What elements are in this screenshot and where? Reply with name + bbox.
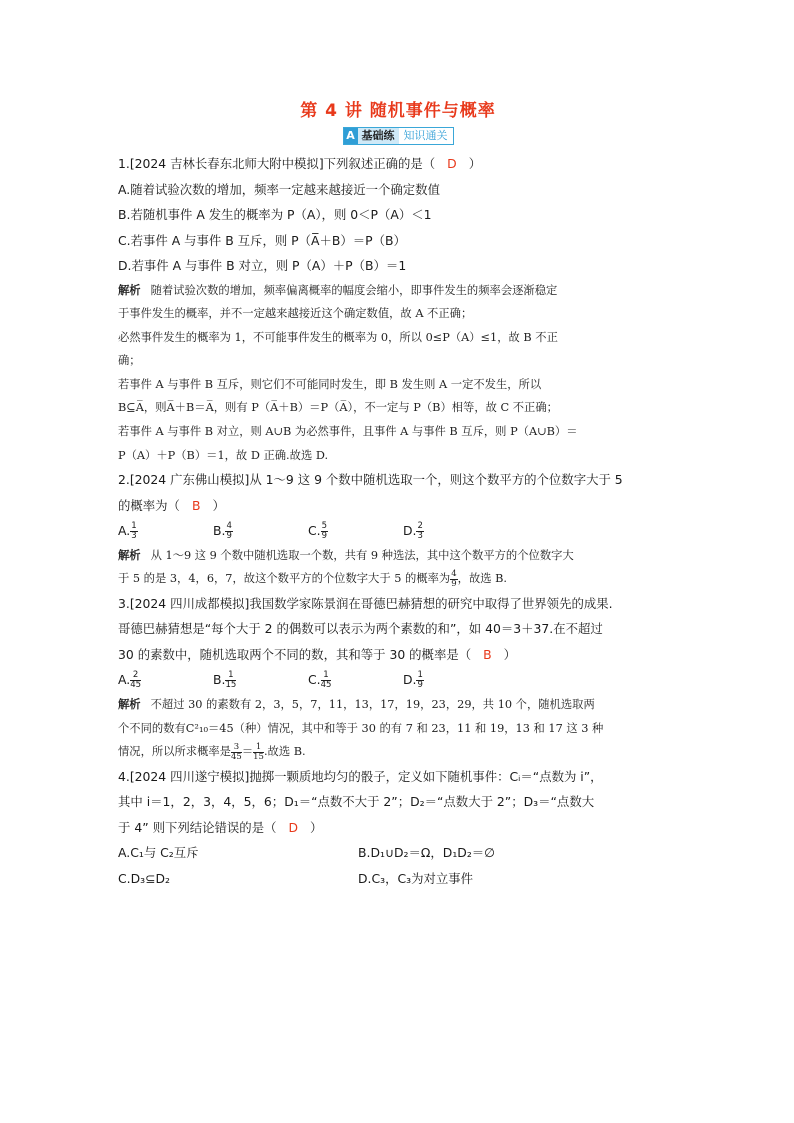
- q2-option-a: A. $\frac{1}{3}$: [118, 521, 137, 542]
- answer-2: B: [191, 497, 201, 513]
- q3-option-b: B. $\frac{1}{15}$: [213, 670, 237, 691]
- q4-option-d: D.C₃，C₃为对立事件: [358, 870, 474, 886]
- q4-options-row1: [118, 840, 678, 866]
- q1-explanation-line: B⊆A̅，则A̅＋B＝A̅，则有 P（A̅＋B）＝P（A̅），不一定与 P（B）相等，故 C 不正确；: [118, 401, 558, 415]
- q1-explanation-line: 解析 随着试验次数的增加，频率偏离概率的幅度会缩小，即事件发生的频率会逐渐稳定: [118, 283, 558, 297]
- question-4-stem-cont: 于 4” 则下列结论错误的是（ D ）: [118, 819, 323, 835]
- question-1-stem: 1.[2024 吉林长春东北师大附中模拟]下列叙述正确的是（ D ）: [118, 156, 482, 171]
- q3-option-d: D. $\frac{1}{9}$: [403, 670, 423, 691]
- q2-explanation-line: 解析 从 1～9 这 9 个数中随机选取一个数，共有 9 种选法，其中这个数平方的个位数字大: [118, 548, 574, 562]
- question-3-stem-cont: 30 的素数中，随机选取两个不同的数，其和等于 30 的概率是（ B ）: [118, 646, 517, 662]
- answer-3: B: [483, 646, 492, 662]
- q1-explanation-line: 若事件 A 与事件 B 对立，则 A∪B 为必然事件，且事件 A 与事件 B 互斥，则 P（A∪B）＝: [118, 425, 578, 439]
- q1-explanation-line: 若事件 A 与事件 B 互斥，则它们不可能同时发生，即 B 发生则 A 一定不发生，所以: [118, 377, 542, 391]
- q2-option-b: B. $\frac{4}{9}$: [213, 521, 232, 542]
- q4-option-c: C.D₃⊆D₂: [118, 870, 170, 886]
- question-4-stem-cont: 其中 i＝1，2，3，4，5，6；D₁＝“点数不大于 2”；D₂＝“点数大于 2”；D₃＝“点数大: [118, 794, 595, 810]
- question-4-stem: 4.[2024 四川遂宁模拟]抛掷一颗质地均匀的骰子，定义如下随机事件：Cᵢ＝“点数为 i”，: [118, 768, 603, 784]
- badge-basic: 基础练: [358, 128, 399, 144]
- section-badge: [118, 127, 678, 145]
- question-2-stem-cont: 的概率为（ B ）: [118, 497, 225, 513]
- q3-explanation-line: 个不同的数有C²₁₀＝45（种）情况，其中和等于 30 的有 7 和 23，11 和 19，13 和 17 这 3 种: [118, 721, 604, 735]
- lesson-title: 第 4 讲 随机事件与概率: [300, 101, 496, 121]
- worksheet-page: [118, 96, 678, 891]
- q3-option-c: C. $\frac{1}{45}$: [308, 670, 332, 691]
- question-3-stem-cont: 哥德巴赫猜想是“每个大于 2 的偶数可以表示为两个素数的和”，如 40＝3＋37.在不超过: [118, 621, 603, 637]
- question-2-stem: 2.[2024 广东佛山模拟]从 1～9 这 9 个数中随机选取一个，则这个数平方的个位数字大于 5: [118, 472, 623, 488]
- q1-option-c: C.若事件 A 与事件 B 互斥，则 P（A̅＋B）＝P（B）: [118, 232, 406, 248]
- q1-option-b: B.若随机事件 A 发生的概率为 P（A），则 0＜P（A）＜1: [118, 207, 432, 222]
- answer-1: D: [447, 156, 457, 171]
- q1-explanation-line: P（A）＋P（B）＝1，故 D 正确.故选 D.: [118, 448, 329, 462]
- badge-knowledge: 知识通关: [403, 129, 448, 142]
- q3-explanation-line: 情况，所以所求概率是 $\frac{3}{45}$ ＝ $\frac{1}{15}$ .故选 B.: [118, 741, 306, 762]
- q2-option-c: C. $\frac{5}{9}$: [308, 521, 328, 542]
- q4-option-a: A.C₁与 C₂互斥: [118, 845, 199, 861]
- badge-letter: A: [344, 128, 358, 144]
- q3-explanation-line: 解析 不超过 30 的素数有 2，3，5，7，11，13，17，19，23，29，共 10 个，随机选取两: [118, 697, 595, 711]
- answer-4: D: [288, 819, 299, 835]
- q3-option-a: A. $\frac{2}{45}$: [118, 670, 142, 691]
- q1-option-d: D.若事件 A 与事件 B 对立，则 P（A）＋P（B）＝1: [118, 258, 407, 273]
- q4-option-b: B.D₁∪D₂＝Ω，D₁D₂＝∅: [358, 845, 495, 861]
- q2-explanation-line: 于 5 的是 3，4，6，7，故这个数平方的个位数字大于 5 的概率为 $\frac{4}{9}$ ，故选 B.: [118, 568, 508, 589]
- q1-explanation-line: 于事件发生的概率，并不一定越来越接近这个确定数值，故 A 不正确；: [118, 307, 473, 321]
- q1-option-a: A.随着试验次数的增加，频率一定越来越接近一个确定数值: [118, 181, 440, 197]
- question-3-stem: 3.[2024 四川成都模拟]我国数学家陈景润在哥德巴赫猜想的研究中取得了世界领先的成果.: [118, 595, 613, 611]
- q4-options-row2: [118, 866, 678, 892]
- q1-explanation-line: 确；: [118, 354, 141, 368]
- q1-explanation-line: 必然事件发生的概率为 1，不可能事件发生的概率为 0，所以 0≤P（A）≤1，故 B 不正: [118, 330, 558, 344]
- q3-options: [118, 667, 678, 693]
- q2-option-d: D. $\frac{2}{3}$: [403, 521, 423, 542]
- q2-options: [118, 518, 678, 544]
